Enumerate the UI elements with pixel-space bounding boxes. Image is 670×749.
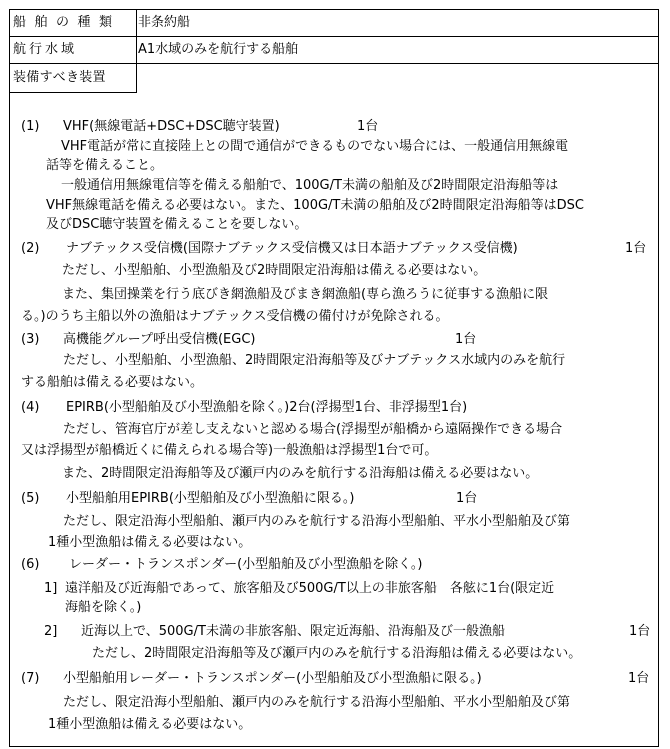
item-6-sub-1-number: 1] — [44, 581, 58, 596]
item-6-sub-2-qty: 1台 — [629, 624, 651, 639]
navigation-area-value: A1水域のみを航行する船舶 — [137, 37, 658, 64]
navigation-area-label: 航行水域 — [10, 37, 137, 64]
item-7-title: 小型船舶用レーダー・トランスポンダー(小型船舶及び小型漁船に限る。) — [63, 671, 482, 686]
item-7-qty: 1台 — [628, 671, 650, 686]
item-1-qty: 1台 — [357, 119, 379, 134]
item-5-qty: 1台 — [456, 491, 478, 506]
item-5-number: (5) — [21, 491, 40, 506]
item-1-line: VHF無線電話を備える必要はない。また、100G/T未満の船舶及び2時間限定沿海船等はDSC — [46, 198, 584, 213]
item-6-title: レーダー・トランスポンダー(小型船舶及び小型漁船を除く。) — [69, 557, 423, 572]
item-2-line: ただし、小型船舶、小型漁船及び2時間限定沿海船は備える必要はない。 — [62, 263, 487, 278]
item-1-line: 及びDSC聴守装置を備えることを要しない。 — [46, 217, 308, 232]
item-7-number: (7) — [21, 671, 40, 686]
item-6-number: (6) — [21, 557, 40, 572]
item-2-qty: 1台 — [625, 241, 647, 256]
equipment-label: 装備すべき装置 — [10, 64, 137, 93]
item-3-title: 高機能グループ呼出受信機(EGC) — [63, 332, 256, 347]
ship-type-value: 非条約船 — [137, 10, 658, 37]
item-6-sub-2-text: 近海以上で、500G/T未満の非旅客船、限定近海船、沿海船及び一般漁船 — [81, 624, 505, 639]
item-3-line: する船舶は備える必要はない。 — [21, 375, 204, 390]
item-1-line: VHF電話が常に直接陸上との間で通信ができるものでない場合には、一般通信用無線電 — [61, 139, 569, 154]
item-3-qty: 1台 — [455, 332, 477, 347]
item-5-line: ただし、限定沿海小型船舶、瀬戸内のみを航行する沿海小型船舶、平水小型船舶及び第 — [63, 514, 571, 529]
item-5-line: 1種小型漁船は備える必要はない。 — [48, 535, 252, 550]
item-1-number: (1) — [21, 119, 40, 134]
item-2-title: ナブテックス受信機(国際ナブテックス受信機又は日本語ナブテックス受信機) — [66, 241, 518, 256]
item-5-title: 小型船舶用EPIRB(小型船舶及び小型漁船に限る。) — [66, 491, 355, 506]
item-1-line: 話等を備えること。 — [46, 158, 164, 173]
item-2-line: また、集団操業を行う底びき網漁船及びまき網漁船(専ら漁ろうに従事する漁船に限 — [62, 287, 549, 302]
item-4-line: ただし、管海官庁が差し支えないと認める場合(浮揚型が船橋から遠隔操作できる場合 — [63, 422, 563, 437]
item-3-line: ただし、小型船舶、小型漁船、2時間限定沿海船等及びナブテックス水域内のみを航行 — [63, 353, 566, 368]
item-4-line: 又は浮揚型が船橋近くに備えられる場合等)一般漁船は浮揚型1台で可。 — [21, 443, 438, 458]
item-4-number: (4) — [21, 400, 40, 415]
item-4-line: また、2時間限定沿海船等及び瀬戸内のみを航行する沿海船は備える必要はない。 — [62, 466, 539, 481]
item-1-line: 一般通信用無線電信等を備える船舶で、100G/T未満の船舶及び2時間限定沿海船等は — [61, 178, 559, 193]
item-6-sub-2-number: 2] — [44, 624, 58, 639]
item-2-number: (2) — [21, 241, 40, 256]
item-6-sub-2-line: ただし、2時間限定沿海船等及び瀬戸内のみを航行する沿海船は備える必要はない。 — [92, 646, 582, 661]
ship-type-label: 船舶の種類 — [10, 10, 137, 37]
item-1-title: VHF(無線電話+DSC+DSC聴守装置) — [63, 119, 280, 134]
item-2-line: る。)のうち主船以外の漁船はナブテックス受信機の備付けが免除される。 — [21, 309, 449, 324]
item-7-line: 1種小型漁船は備える必要はない。 — [48, 717, 252, 732]
item-3-number: (3) — [21, 332, 40, 347]
item-4-title: EPIRB(小型船舶及び小型漁船を除く。)2台(浮揚型1台、非浮揚型1台) — [66, 400, 468, 415]
item-6-sub-1-line: 遠洋船及び近海船であって、旅客船及び500G/T以上の非旅客船 各舷に1台(限定近 — [65, 581, 555, 596]
item-6-sub-1-line: 海船を除く。) — [65, 600, 142, 615]
item-7-line: ただし、限定沿海小型船舶、瀬戸内のみを航行する沿海小型船舶、平水小型船舶及び第 — [63, 695, 571, 710]
